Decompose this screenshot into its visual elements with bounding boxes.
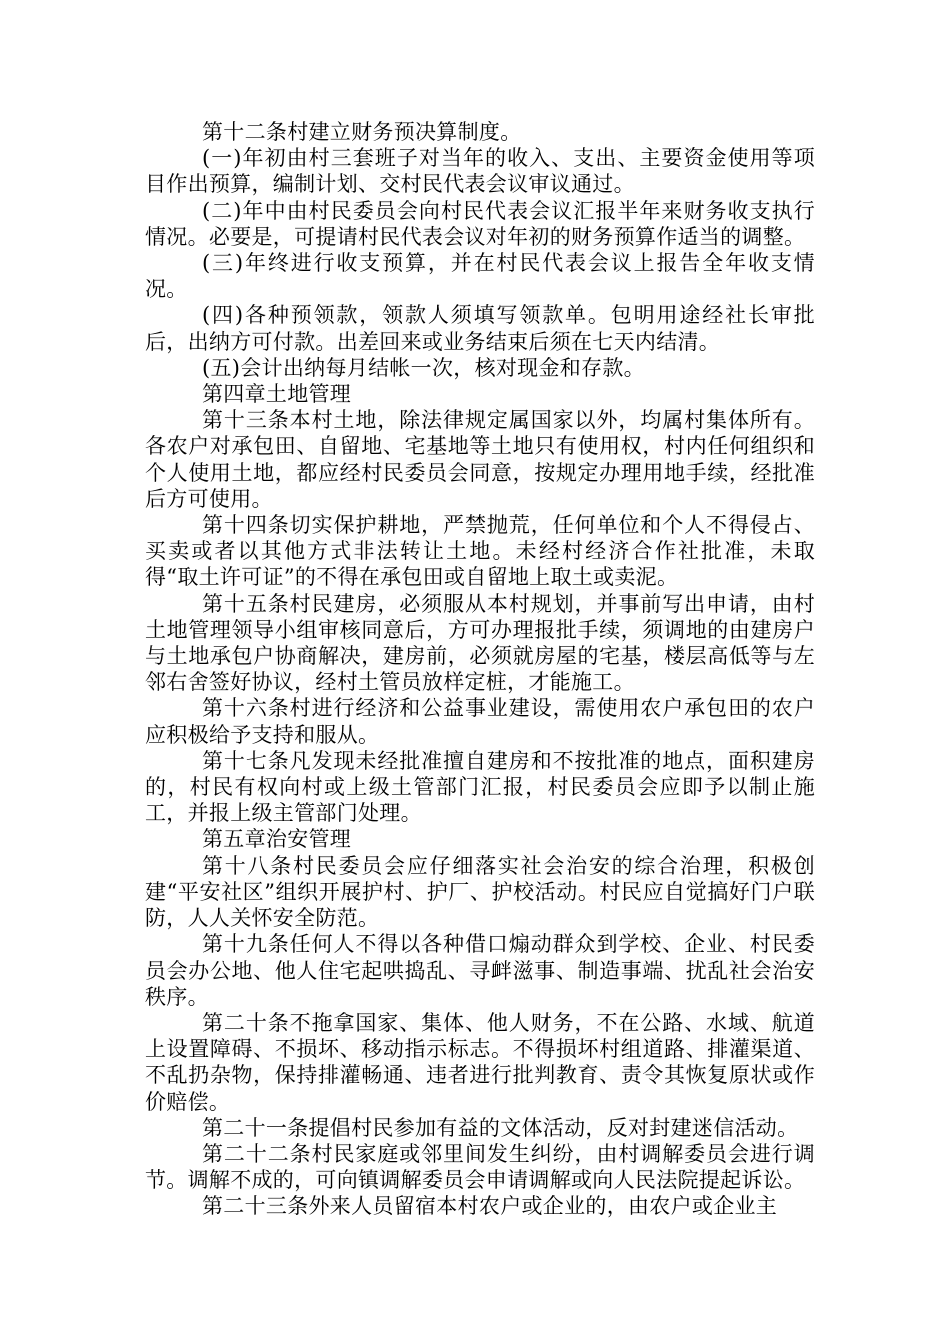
paragraph-item-2: (二)年中由村民委员会向村民代表会议汇报半年来财务收支执行情况。必要是，可提请村民代表会议对年初的财务预算作适当的调整。 xyxy=(145,198,815,249)
paragraph-article-13: 第十三条本村土地，除法律规定属国家以外，均属村集体所有。各农户对承包田、自留地、宅基地等土地只有使用权，村内任何组织和个人使用土地，都应经村民委员会同意，按规定办理用地手续，经批准后方可使用。 xyxy=(145,408,815,511)
paragraph-article-15: 第十五条村民建房，必须服从本村规划，并事前写出申请，由村土地管理领导小组审核同意后，方可办理报批手续，须调地的由建房户与土地承包户协商解决，建房前，必须就房屋的宅基，楼层高低等与左邻右舍签好协议，经村土管员放样定桩，才能施工。 xyxy=(145,591,815,695)
paragraph-article-21: 第二十一条提倡村民参加有益的文体活动，反对封建迷信活动。 xyxy=(202,1115,799,1140)
document-body xyxy=(145,119,815,1220)
paragraph-article-20: 第二十条不拖拿国家、集体、他人财务，不在公路、水域、航道上设置障碍、不损坏、移动指示标志。不得损坏村组道路、排灌渠道、不乱扔杂物，保持排灌畅通、违者进行批判教育、责令其恢复原状或作价赔偿。 xyxy=(145,1010,815,1114)
chapter-heading-5: 第五章治安管理 xyxy=(202,827,352,852)
paragraph-article-22: 第二十二条村民家庭或邻里间发生纠纷，由村调解委员会进行调节。调解不成的，可向镇调解委员会申请调解或向人民法院提起诉讼。 xyxy=(145,1141,815,1193)
paragraph-article-23: 第二十三条外来人员留宿本村农户或企业的，由农户或企业主 xyxy=(202,1194,778,1219)
paragraph-article-14: 第十四条切实保护耕地，严禁抛荒，任何单位和个人不得侵占、买卖或者以其他方式非法转让土地。未经村经济合作社批准，未取得“取土许可证”的不得在承包田或自留地上取土或卖泥。 xyxy=(145,513,815,590)
paragraph-article-16: 第十六条村进行经济和公益事业建设，需使用农户承包田的农户应积极给予支持和服从。 xyxy=(145,696,815,747)
chapter-heading-4: 第四章土地管理 xyxy=(202,382,352,407)
paragraph-item-3: (三)年终进行收支预算，并在村民代表会议上报告全年收支情况。 xyxy=(145,251,815,302)
paragraph-article-17: 第十七条凡发现未经批准擅自建房和不按批准的地点，面积建房的，村民有权向村或上级土管部门汇报，村民委员会应即予以制止施工，并报上级主管部门处理。 xyxy=(145,748,815,826)
paragraph-article-19: 第十九条任何人不得以各种借口煽动群众到学校、企业、村民委员会办公地、他人住宅起哄捣乱、寻衅滋事、制造事端、扰乱社会治安秩序。 xyxy=(145,932,815,1009)
paragraph-item-5: (五)会计出纳每月结帐一次，核对现金和存款。 xyxy=(202,355,645,380)
paragraph-article-12: 第十二条村建立财务预决算制度。 xyxy=(202,120,522,144)
paragraph-article-18: 第十八条村民委员会应仔细落实社会治安的综合治理，积极创建“平安社区”组织开展护村、护厂、护校活动。村民应自觉搞好门户联防，人人关怀安全防范。 xyxy=(145,853,815,931)
paragraph-item-4: (四)各种预领款，领款人须填写领款单。包明用途经社长审批后，出纳方可付款。出差回来或业务结束后须在七天内结清。 xyxy=(145,303,815,354)
paragraph-item-1: (一)年初由村三套班子对当年的收入、支出、主要资金使用等项目作出预算，编制计划、交村民代表会议审议通过。 xyxy=(145,146,815,197)
